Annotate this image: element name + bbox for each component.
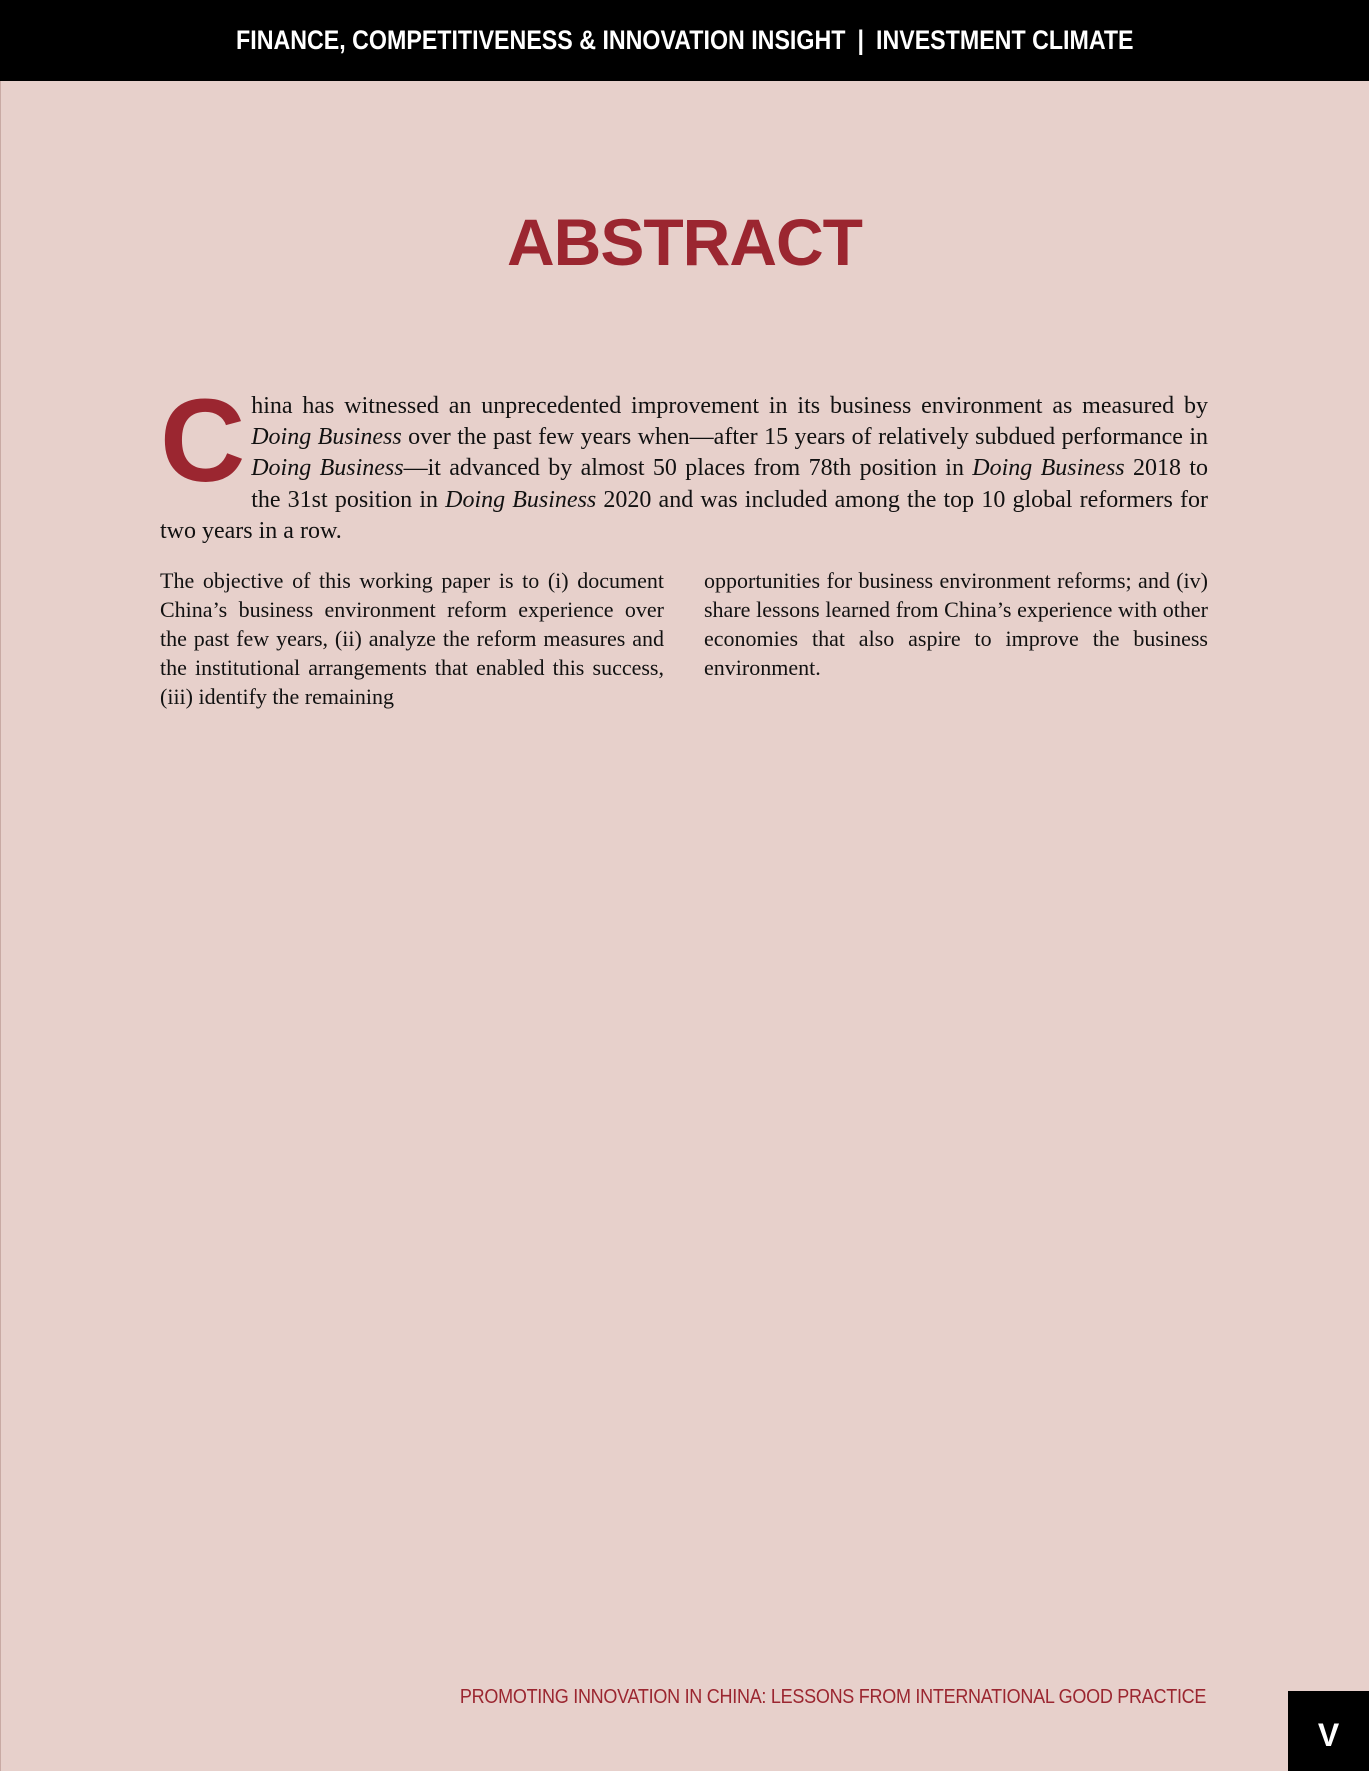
objective-column-right: opportunities for business environment reforms; and (iv) share lessons learned from China’s experience with other economies that also aspire to improve the business environment. bbox=[704, 568, 1208, 680]
header-section-label: INVESTMENT CLIMATE bbox=[875, 25, 1134, 55]
drop-cap: C bbox=[160, 375, 246, 507]
lead-text-1: hina has witnessed an unprecedented improvement in its business environment as measured by bbox=[251, 393, 1208, 419]
lead-text-5: 2020 and was included among the top 10 global reformers for two years in a row. bbox=[160, 486, 1208, 544]
lead-text-2: over the past few years when—after 15 years of relatively subdued performance in bbox=[401, 424, 1209, 451]
lead-italic-4: Doing Business bbox=[445, 486, 597, 513]
page-title: ABSTRACT bbox=[507, 205, 862, 279]
header-separator: | bbox=[857, 25, 864, 55]
lead-italic-1: Doing Business bbox=[251, 424, 402, 451]
footer-report-title: PROMOTING INNOVATION IN CHINA: LESSONS FROM INTERNATIONAL GOOD PRACTICE bbox=[459, 1686, 1206, 1708]
objective-column-left: The objective of this working paper is to (i) document China’s business environment reform experience over the past few years, (ii) analyze the reform measures and the institutional arrangements that enabled this success, (iii) identify the remaining bbox=[160, 568, 664, 709]
lead-text-3: —it advanced by almost 50 places from 78th position in bbox=[403, 455, 973, 482]
lead-paragraph bbox=[160, 375, 1209, 547]
lead-text-4: 2018 to the 31st position in bbox=[251, 455, 1209, 513]
left-margin-rule bbox=[0, 81, 1, 1771]
header-series-label: FINANCE, COMPETITIVENESS & INNOVATION INSIGHT bbox=[235, 25, 846, 55]
header-title bbox=[236, 25, 1134, 56]
lead-italic-2: Doing Business bbox=[251, 455, 404, 482]
header-bar bbox=[0, 0, 1369, 81]
objective-columns bbox=[160, 566, 1208, 711]
lead-italic-3: Doing Business bbox=[972, 455, 1125, 482]
page-number: V bbox=[1288, 1691, 1369, 1771]
